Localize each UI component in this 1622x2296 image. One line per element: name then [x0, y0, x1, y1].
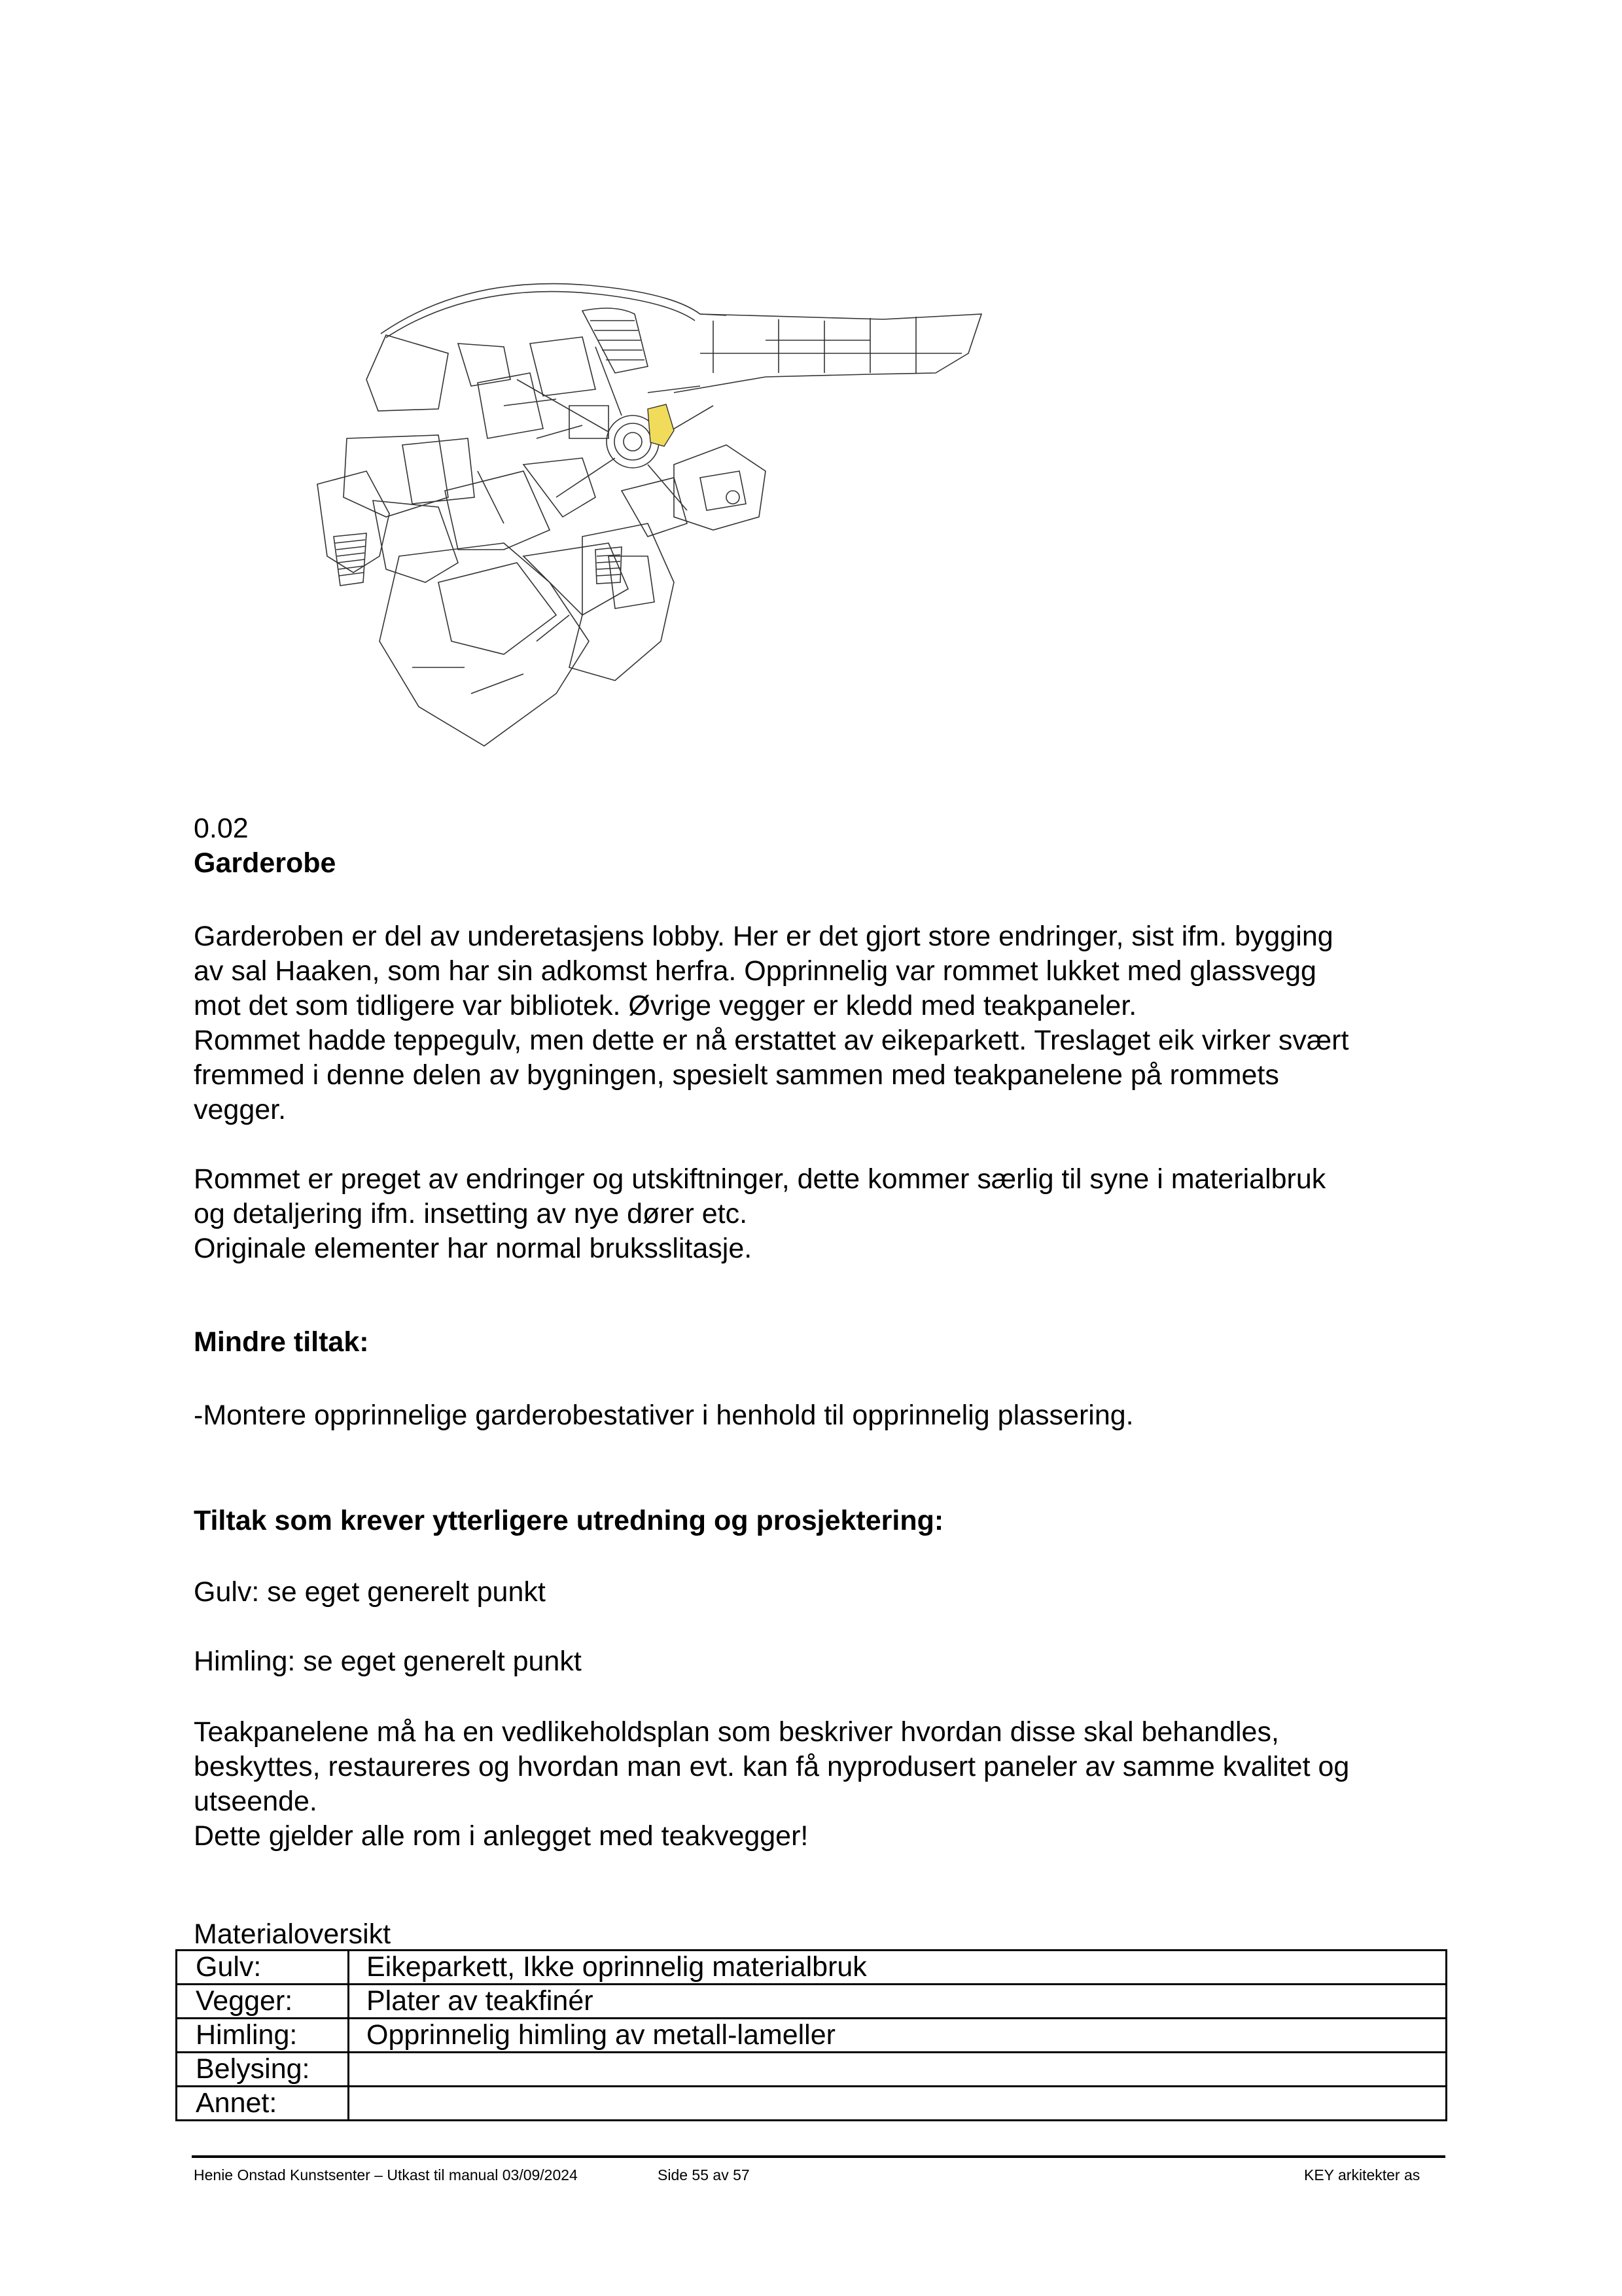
section-title: Garderobe	[194, 847, 336, 879]
material-value	[349, 2053, 1447, 2087]
material-label: Gulv:	[177, 1951, 349, 1985]
material-label: Annet:	[177, 2087, 349, 2121]
footer-page-number: Side 55 av 57	[658, 2166, 750, 2183]
material-label: Vegger:	[177, 1985, 349, 2019]
table-row	[177, 1985, 1447, 2019]
text-line: beskyttes, restaureres og hvordan man evt. kan få nyprodusert paneler av samme kvalitet og	[194, 1751, 1350, 1782]
tiltak-gulv: Gulv: se eget generelt punkt	[194, 1576, 546, 1608]
text-line: Garderoben er del av underetasjens lobby. Her er det gjort store endringer, sist ifm. bygging	[194, 921, 1333, 952]
material-label: Himling:	[177, 2019, 349, 2053]
room-northwest	[366, 335, 448, 411]
tiltak-himling: Himling: se eget generelt punkt	[194, 1646, 582, 1677]
footer-divider	[192, 2155, 1445, 2158]
table-row	[177, 1951, 1447, 1985]
material-value	[349, 2087, 1447, 2121]
footer-document-title: Henie Onstad Kunstsenter – Utkast til manual 03/09/2024	[194, 2166, 578, 2183]
text-line: vegger.	[194, 1094, 287, 1125]
garderobe-highlight	[648, 404, 674, 446]
text-line: Rommet er preget av endringer og utskiftninger, dette kommer særlig til syne i materialbruk	[194, 1163, 1326, 1195]
text-line: fremmed i denne delen av bygningen, spesielt sammen med teakpanelene på rommets	[194, 1059, 1279, 1091]
room-east	[674, 445, 766, 530]
floor-plan-drawing	[308, 275, 1001, 772]
body-paragraph-2	[194, 1162, 1476, 1266]
materials-caption: Materialoversikt	[194, 1918, 391, 1950]
text-line: og detaljering ifm. insetting av nye dører etc.	[194, 1198, 748, 1229]
text-line: av sal Haaken, som har sin adkomst herfra. Opprinnelig var rommet lukket med glassvegg	[194, 955, 1316, 987]
material-value: Eikeparkett, Ikke oprinnelig materialbruk	[349, 1951, 1447, 1985]
material-value: Plater av teakfinér	[349, 1985, 1447, 2019]
material-label: Belysing:	[177, 2053, 349, 2087]
tiltak-paragraph	[194, 1715, 1476, 1854]
gallery-south	[379, 543, 589, 746]
text-line: Dette gjelder alle rom i anlegget med teakvegger!	[194, 1820, 809, 1852]
footer-company: KEY arkitekter as	[1304, 2166, 1420, 2183]
text-line: Teakpanelene må ha en vedlikeholdsplan som beskriver hvordan disse skal behandles,	[194, 1716, 1279, 1748]
section-number: 0.02	[194, 813, 249, 844]
heading-mindre-tiltak: Mindre tiltak:	[194, 1326, 369, 1358]
table-row	[177, 2053, 1447, 2087]
heading-tiltak: Tiltak som krever ytterligere utredning og prosjektering:	[194, 1505, 944, 1536]
text-line: Originale elementer har normal bruksslitasje.	[194, 1233, 752, 1264]
mindre-tiltak-item: -Montere opprinnelige garderobestativer i henhold til opprinnelig plassering.	[194, 1400, 1134, 1431]
materials-table	[175, 1949, 1447, 2121]
table-row	[177, 2019, 1447, 2053]
text-line: utseende.	[194, 1786, 317, 1817]
table-row	[177, 2087, 1447, 2121]
text-line: Rommet hadde teppegulv, men dette er nå erstattet av eikeparkett. Treslaget eik virker svært	[194, 1025, 1349, 1056]
room-west	[344, 435, 448, 517]
outer-wall-north-2	[386, 292, 695, 338]
material-value: Opprinnelig himling av metall-lameller	[349, 2019, 1447, 2053]
room-southwest	[317, 471, 389, 573]
body-paragraph-1	[194, 919, 1476, 1127]
text-line: mot det som tidligere var bibliotek. Øvrige vegger er kledd med teakpaneler.	[194, 990, 1137, 1021]
